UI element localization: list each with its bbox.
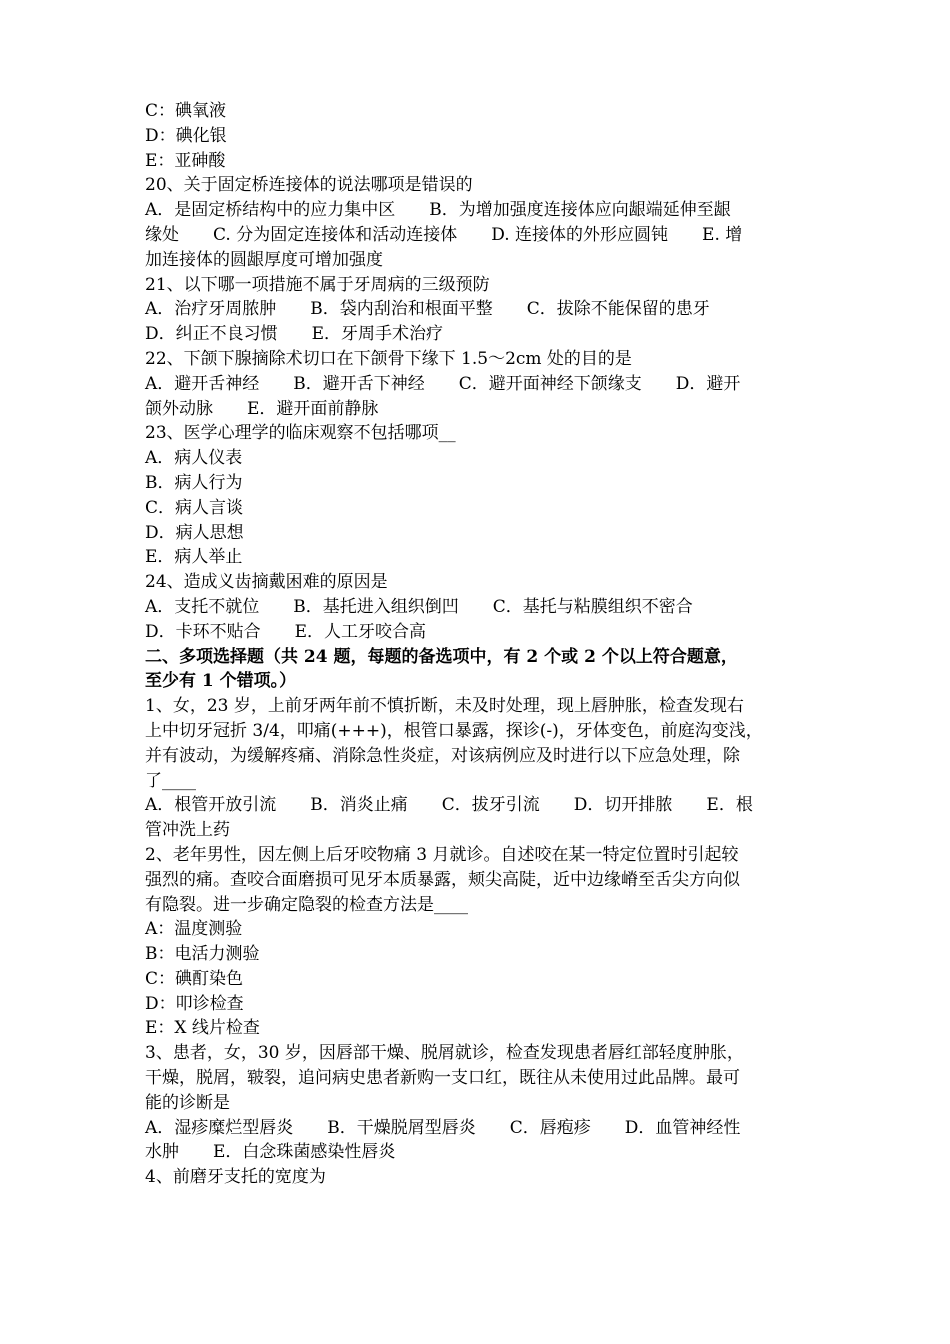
text-line: 能的诊断是 [145, 1092, 230, 1113]
text-line: E：X 线片检查 [145, 1018, 260, 1039]
text-line: D．纠正不良习惯 E．牙周手术治疗 [145, 324, 444, 345]
text-line: D．病人思想 [145, 522, 244, 543]
text-line: A．病人仪表 [145, 448, 243, 469]
text-line: A．是固定桥结构中的应力集中区 B．为增加强度连接体应向龈端延伸至龈 [145, 200, 731, 221]
text-line: A．根管开放引流 B．消炎止痛 C．拔牙引流 D．切开排脓 E．根 [145, 795, 753, 816]
text-line: D．卡环不贴合 E．人工牙咬合高 [145, 621, 427, 642]
text-line: A．避开舌神经 B．避开舌下神经 C．避开面神经下颌缘支 D．避开 [145, 373, 741, 394]
text-line: 20、关于固定桥连接体的说法哪项是错误的 [145, 175, 473, 196]
text-line: 加连接体的圆龈厚度可增加强度 [145, 249, 383, 270]
text-line: 并有波动，为缓解疼痛、消除急性炎症，对该病例应及时进行以下应急处理，除 [145, 745, 740, 766]
text-line: 强烈的痛。查咬合面磨损可见牙本质暴露，颊尖高陡，近中边缘嵴至舌尖方向似 [145, 869, 740, 890]
text-line: 23、医学心理学的临床观察不包括哪项__ [145, 423, 456, 444]
text-line: 21、以下哪一项措施不属于牙周病的三级预防 [145, 274, 490, 295]
text-line: 颌外动脉 E．避开面前静脉 [145, 398, 379, 419]
text-line: 水肿 E．白念珠菌感染性唇炎 [145, 1142, 396, 1163]
section-heading-line: 至少有 1 个错项。） [145, 671, 297, 692]
text-line: B．病人行为 [145, 472, 243, 493]
text-line: D：碘化银 [145, 125, 227, 146]
text-line: 24、造成义齿摘戴困难的原因是 [145, 572, 388, 593]
text-line: C．病人言谈 [145, 497, 244, 518]
text-line: E：亚砷酸 [145, 150, 226, 171]
text-line: 缘处 C. 分为固定连接体和活动连接体 D. 连接体的外形应圆钝 E. 增 [145, 224, 743, 245]
text-line: A．湿疹糜烂型唇炎 B．干燥脱屑型唇炎 C．唇疱疹 D．血管神经性 [145, 1117, 741, 1138]
document-page [145, 99, 813, 1190]
section-heading-line: 二、多项选择题（共 24 题，每题的备选项中，有 2 个或 2 个以上符合题意， [145, 646, 738, 667]
text-line: 2、老年男性，因左侧上后牙咬物痛 3 月就诊。自述咬在某一特定位置时引起较 [145, 844, 739, 865]
text-line: 管冲洗上药 [145, 820, 230, 841]
text-line: 22、下颌下腺摘除术切口在下颌骨下缘下 1.5～2cm 处的目的是 [145, 348, 632, 369]
text-line: D：叩诊检查 [145, 993, 244, 1014]
text-line: 有隐裂。进一步确定隐裂的检查方法是____ [145, 894, 468, 915]
text-line: 干燥，脱屑，皲裂，追问病史患者新购一支口红，既往从未使用过此品牌。最可 [145, 1068, 740, 1089]
text-line: 1、女，23 岁，上前牙两年前不慎折断，未及时处理，现上唇肿胀，检查发现右 [145, 696, 744, 717]
text-line: 了____ [145, 770, 196, 791]
text-line: 上中切牙冠折 3/4，叩痛(+++)，根管口暴露，探诊(-)，牙体变色，前庭沟变浅， [145, 720, 763, 741]
text-line: C：碘酊染色 [145, 968, 244, 989]
text-line: A．治疗牙周脓肿 B．袋内刮治和根面平整 C．拔除不能保留的患牙 [145, 299, 710, 320]
text-line: A．支托不就位 B．基托进入组织倒凹 C．基托与粘膜组织不密合 [145, 596, 693, 617]
text-line: 3、患者，女，30 岁，因唇部干燥、脱屑就诊，检查发现患者唇红部轻度肿胀， [145, 1043, 744, 1064]
text-line: C：碘氧液 [145, 101, 227, 121]
text-line: A：温度测验 [145, 919, 243, 940]
text-line: E．病人举止 [145, 547, 243, 568]
text-line: 4、前磨牙支托的宽度为 [145, 1167, 326, 1188]
text-line: B：电活力测验 [145, 944, 260, 965]
